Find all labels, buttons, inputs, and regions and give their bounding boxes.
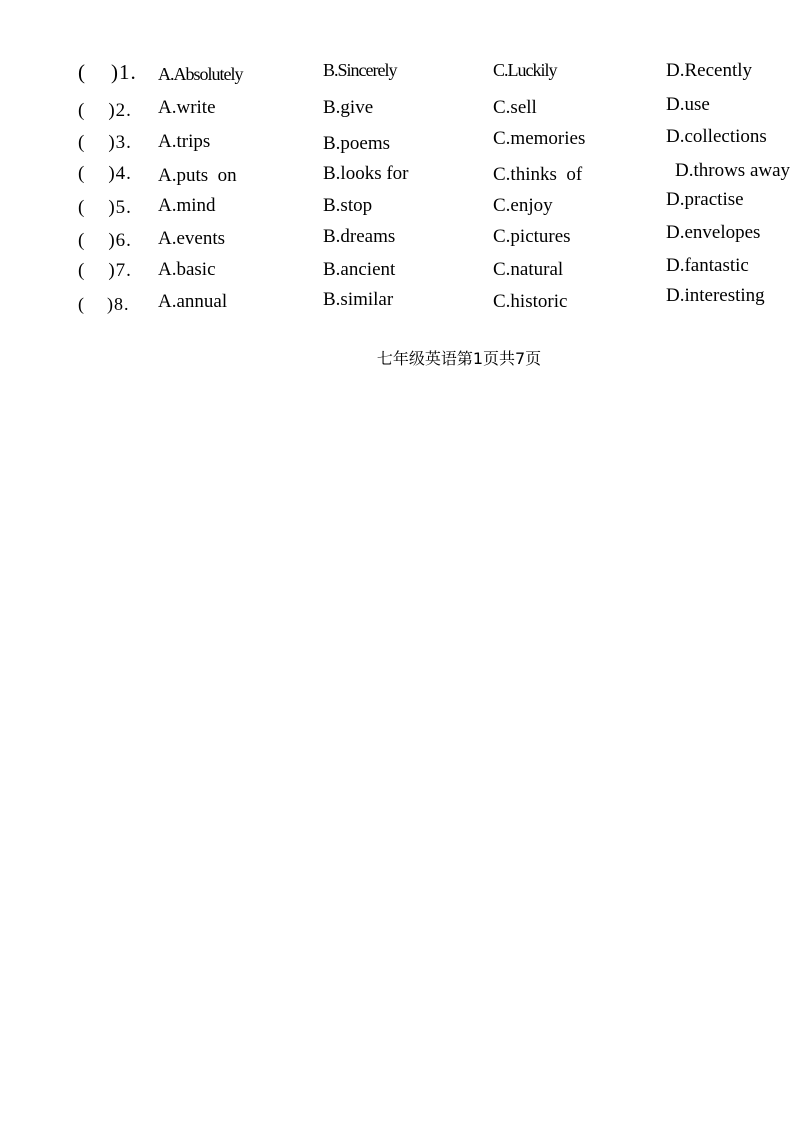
option-d: D.fantastic	[666, 255, 749, 276]
question-row-3	[0, 126, 794, 161]
option-a: A.mind	[158, 195, 216, 216]
option-d: D.collections	[666, 126, 767, 147]
option-c: C.Luckily	[493, 60, 557, 80]
option-d: D.Recently	[666, 60, 753, 81]
question-number: ( )7.	[78, 260, 132, 281]
question-number: ( )1.	[78, 60, 137, 84]
option-b: B.dreams	[323, 226, 396, 247]
option-d: D.envelopes	[666, 222, 761, 243]
option-c: C.historic	[493, 291, 568, 312]
question-number: ( )4.	[78, 163, 132, 184]
option-c: C.thinks of	[493, 164, 583, 185]
option-c: C.sell	[493, 97, 537, 118]
option-d: D.use	[666, 94, 710, 115]
option-c: C.memories	[493, 128, 586, 149]
option-b: B.looks for	[323, 163, 409, 184]
option-b: B.poems	[323, 133, 391, 154]
option-b: B.stop	[323, 195, 373, 216]
option-c: C.enjoy	[493, 195, 553, 216]
question-row-2	[0, 94, 794, 127]
question-row-6	[0, 222, 794, 258]
option-b: B.Sincerely	[323, 60, 397, 80]
option-a: A.trips	[158, 131, 211, 152]
question-number: ( )3.	[78, 132, 132, 153]
option-c: C.natural	[493, 259, 564, 280]
option-a: A.Absolutely	[158, 64, 243, 84]
question-number: ( )2.	[78, 100, 132, 121]
question-number: ( )8.	[78, 294, 130, 314]
option-d: D.throws away	[675, 160, 791, 181]
option-a: A.events	[158, 228, 226, 249]
option-a: A.basic	[158, 259, 216, 280]
question-row-5	[0, 189, 794, 225]
question-row-8	[0, 285, 794, 321]
option-b: B.give	[323, 97, 374, 118]
option-c: C.pictures	[493, 226, 571, 247]
question-number: ( )6.	[78, 230, 132, 251]
option-b: B.similar	[323, 289, 394, 310]
option-d: D.interesting	[666, 285, 765, 306]
question-row-1	[0, 60, 794, 90]
page-footer: 七年级英语第1页共7页	[376, 349, 542, 368]
option-d: D.practise	[666, 189, 744, 210]
option-b: B.ancient	[323, 259, 396, 280]
option-a: A.annual	[158, 291, 228, 312]
option-a: A.write	[158, 97, 216, 118]
question-number: ( )5.	[78, 197, 132, 218]
option-a: A.puts on	[158, 165, 237, 186]
